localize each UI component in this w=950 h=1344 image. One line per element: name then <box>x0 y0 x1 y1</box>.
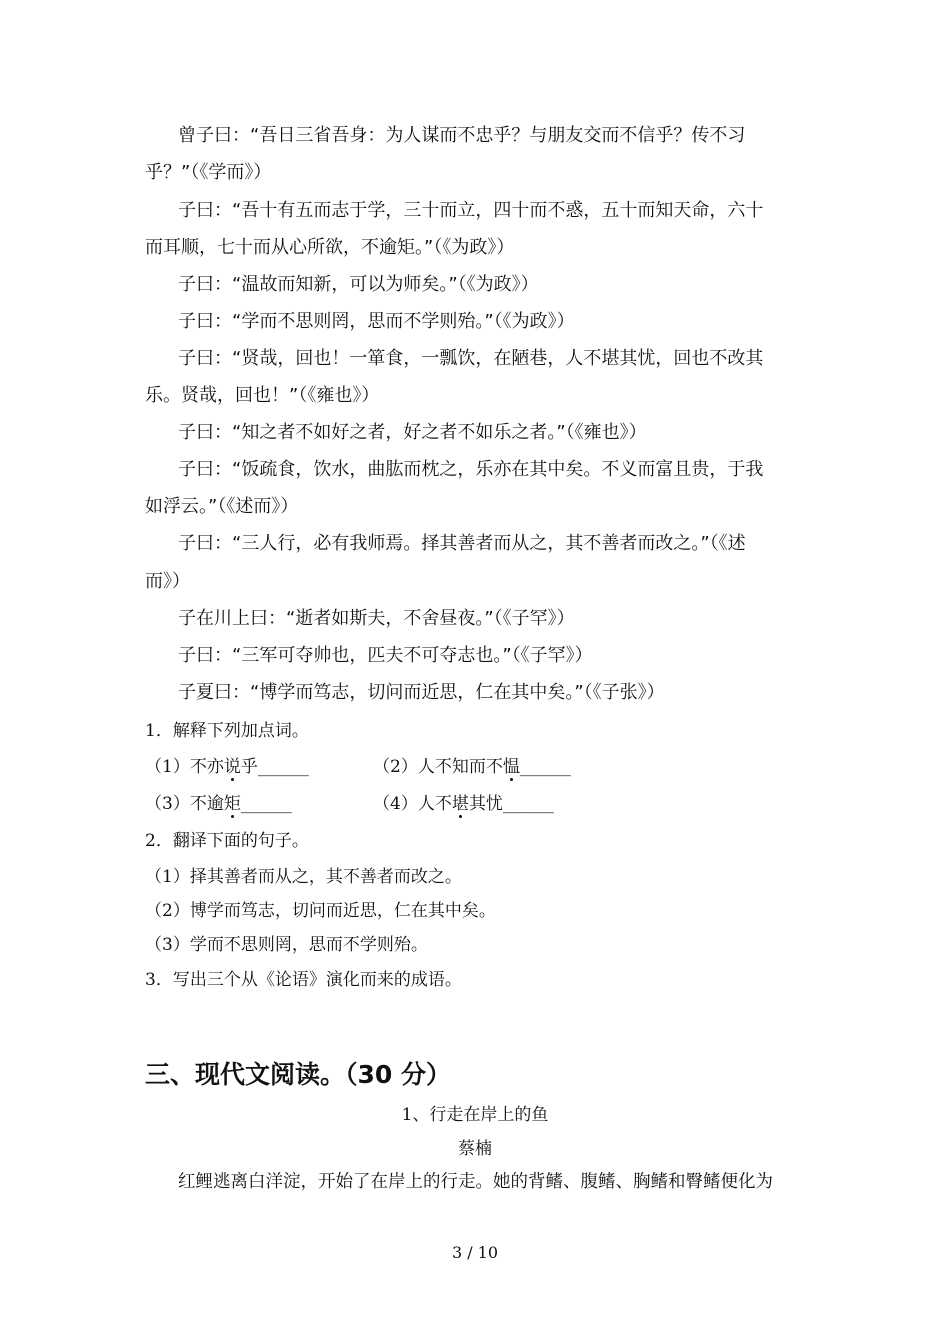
question-1-title: 1．解释下列加点词。 <box>145 721 309 741</box>
q2-item-1: （1）择其善者而从之，其不善者而改之。 <box>145 867 462 887</box>
emphasis-dot-char: 说 <box>224 752 241 777</box>
emphasis-dot-char: 愠 <box>503 752 520 777</box>
answer-blank[interactable]: ______ <box>257 757 309 777</box>
analects-8-line-2: 而》） <box>145 571 190 592</box>
question-3-title: 3．写出三个从《论语》演化而来的成语。 <box>145 970 462 990</box>
article-title: 1、行走在岸上的鱼 <box>401 1105 549 1125</box>
emphasis-dot-char: 堪 <box>452 789 469 814</box>
answer-blank[interactable]: ______ <box>240 794 292 814</box>
emphasis-dot-char: 矩 <box>224 789 241 814</box>
analects-6: 子曰：“知之者不如好之者，好之者不如乐之者。”（《雍也》） <box>178 422 647 443</box>
page-number: 3 / 10 <box>451 1243 499 1262</box>
q1-item-1: （1）不亦说乎______ <box>145 752 810 777</box>
section-heading: 三、现代文阅读。（30 分） <box>145 1060 451 1089</box>
answer-blank[interactable]: ______ <box>519 757 571 777</box>
analects-10: 子曰：“三军可夺帅也，匹夫不可夺志也。”（《子罕》） <box>178 645 593 666</box>
analects-5-line-1: 子曰：“贤哉，回也！一箪食，一瓢饮，在陋巷，人不堪其忧，回也不改其 <box>178 348 764 369</box>
q2-item-2: （2）博学而笃志，切问而近思，仁在其中矣。 <box>145 901 496 921</box>
analects-2-line-1: 子曰：“吾十有五而志于学，三十而立，四十而不惑，五十而知天命，六十 <box>178 200 764 221</box>
analects-11: 子夏曰：“博学而笃志，切问而近思，仁在其中矣。”（《子张》） <box>178 682 665 703</box>
q2-item-3: （3）学而不思则罔，思而不学则殆。 <box>145 935 428 955</box>
analects-7-line-1: 子曰：“饭疏食，饮水，曲肱而枕之，乐亦在其中矣。不义而富且贵，于我 <box>178 459 764 480</box>
analects-9: 子在川上曰：“逝者如斯夫，不舍昼夜。”（《子罕》） <box>178 608 575 629</box>
analects-4: 子曰：“学而不思则罔，思而不学则殆。”（《为政》） <box>178 311 575 332</box>
analects-2-line-2: 而耳顺，七十而从心所欲，不逾矩。”（《为政》） <box>145 237 515 258</box>
article-author: 蔡楠 <box>458 1139 492 1159</box>
analects-3: 子曰：“温故而知新，可以为师矣。”（《为政》） <box>178 274 539 295</box>
q1-item-3: （3）不逾矩______ <box>145 789 810 814</box>
answer-blank[interactable]: ______ <box>502 794 554 814</box>
q1-item-4: （4）人不堪其忧______ <box>373 789 554 814</box>
analects-8-line-1: 子曰：“三人行，必有我师焉。择其善者而从之，其不善者而改之。”（《述 <box>178 533 746 554</box>
analects-1-line-2: 乎？”（《学而》） <box>145 162 272 183</box>
analects-1-line-1: 曾子曰：“吾日三省吾身：为人谋而不忠乎？与朋友交而不信乎？传不习 <box>178 125 746 146</box>
analects-7-line-2: 如浮云。”（《述而》） <box>145 496 299 517</box>
analects-5-line-2: 乐。贤哉，回也！”（《雍也》） <box>145 385 380 406</box>
article-first-line: 红鲤逃离白洋淀，开始了在岸上的行走。她的背鳍、腹鳍、胸鳍和臀鳍便化为 <box>178 1172 773 1192</box>
question-2-title: 2．翻译下面的句子。 <box>145 831 309 851</box>
q1-item-2: （2）人不知而不愠______ <box>373 752 571 777</box>
